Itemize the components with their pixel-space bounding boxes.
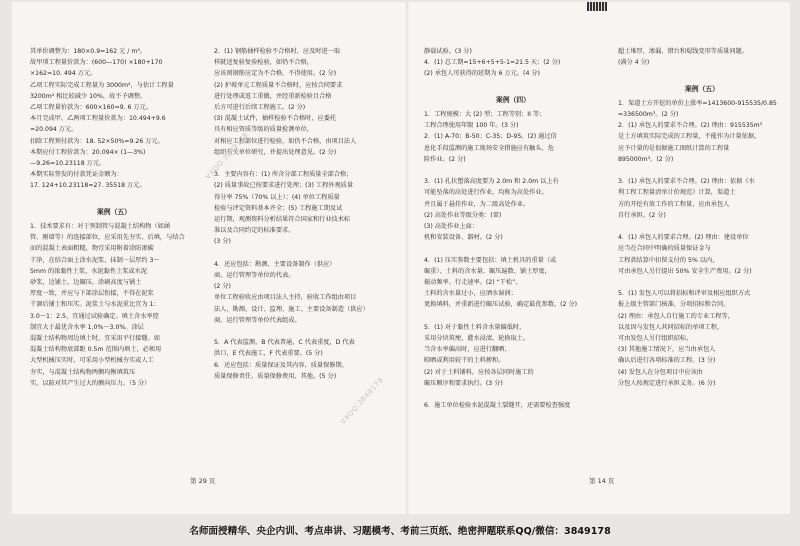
text-line: 5mm 的浓黏性土浆，水泥黏性土浆或水泥 — [30, 267, 147, 275]
text-line: 混凝土结构物底部距 0.5m 范围内填土，必须用 — [30, 346, 162, 354]
text-line: 振动频率、行走速率。(2) “干松”、 — [424, 279, 522, 287]
text-line: 2．(1) 钢筋抽样检验不合格时，应及时进一取 — [214, 48, 341, 55]
text-line: (2) 承包人可获得的延期为 6 万元。(4 分) — [424, 70, 540, 78]
text-line — [424, 311, 602, 322]
text-line: =336500m³。(2 分) — [618, 111, 679, 119]
text-line: 3．主要内容有：(1) 所含分部工程质量全部合格； — [214, 171, 353, 179]
text-column-1 — [30, 46, 198, 389]
text-line: 工程款结算中扣留支付的 5% 以内， — [618, 256, 719, 264]
text-line: —9.26=10.23118 万元。 — [30, 160, 106, 168]
text-line: 利工程工程量清单计价规范》计算，渠道土 — [618, 189, 736, 197]
text-line: =20.094 万元。 — [30, 126, 78, 134]
text-line: (3) 高处作业上面： — [424, 223, 479, 231]
text-line: 砂浆，边铺土，边碾压，涂刷高度与铺土 — [30, 279, 142, 287]
text-line: 商、运行管理等单位的代表。 — [214, 272, 295, 280]
watermark: VXQQ:3849178 — [203, 130, 251, 182]
text-line: 是土方填筑实际完成的工程量，不能作为计量依据， — [618, 133, 761, 141]
text-line: (2) 对于土料铺料，应按各层同时施工的 — [424, 368, 534, 376]
text-line: 质量保修责任、质量保修费用、其他。(5 分) — [214, 372, 337, 380]
text-line: (4) 发包人在分包项目中应该由 — [618, 368, 703, 376]
section-heading: 案例（五） — [685, 84, 719, 93]
text-line: 大型机械压实时，可采用小型机械夯实或人工 — [30, 357, 154, 365]
text-line: 后方可进行后续工程施工。(2 分) — [214, 104, 306, 112]
text-line: 干净，在结合面上涂水泥浆、抹制一层厚约 3～ — [30, 256, 160, 264]
text-line: 故甲项工程量价款为：(600—170) ×180+170 — [30, 59, 163, 67]
text-line: 1．渠道土方开挖的单价上涨率=1413600-915535/0.85 — [618, 99, 777, 107]
text-line: 静载试验。(3 分) — [424, 48, 472, 55]
text-line: 6．施工单位检验水泥混凝土裂缝开，还需要检查强度 — [424, 402, 571, 410]
text-line — [30, 192, 198, 203]
text-line — [214, 326, 382, 337]
text-line: (2 分) — [214, 283, 231, 291]
text-line: (满分 4 分) — [618, 59, 650, 67]
text-line: 报上级主管部门核准，分项招标和合同。 — [618, 301, 730, 309]
text-line: 工程合理使用年限 100 年。(3 分) — [424, 122, 519, 130]
text-line: 4．(1) 总工期=15+6+5+5-1=21.5 天；(2 分) — [424, 59, 561, 67]
text-line: 得分率 75%（70% 以上）；(4) 单位工程质量 — [214, 193, 340, 201]
text-line: 厚度一致，并应与下部涂层衔接，不得在泥浆 — [30, 290, 154, 298]
text-line: 4．(1) 压实参数主要包括：填土机具的重量（或 — [424, 256, 557, 264]
text-line: 准以及合同约定的标准要求。 — [214, 227, 295, 235]
text-line: 17. 124+10.23118=27. 35518 万元。 — [30, 182, 146, 190]
text-line: 可由承包人另行提出 50% 安全生产费用。(2 分) — [618, 267, 752, 275]
text-line: 超土堆厚，渗漏、错台和堤线变形等质量问题。 — [618, 48, 748, 55]
qr-code-icon — [587, 2, 607, 11]
text-line: 对相应工程部位进行检验，如仍不合格，由项目法人 — [214, 137, 357, 145]
text-line: (2) 高处作业等级分类：(雷) — [424, 211, 502, 219]
text-line: 机和安装设备、器材。(2 分) — [424, 234, 503, 242]
text-line: 法人、勘测、设计、监理、施工、主要设备制造（供应） — [214, 305, 369, 313]
text-line — [424, 243, 602, 254]
text-line: 碾压顺序和要求执行。(3 分) — [424, 379, 503, 387]
text-line: (3) 其他施工情况下，应当由承包人 — [618, 346, 716, 354]
page-number-left: 第 29 页 — [190, 477, 216, 485]
text-line: 895000m³。(2 分) — [618, 155, 674, 163]
text-line: 晾晒或利用较干的土料掺和。 — [424, 357, 505, 365]
text-line: 应该则钢筋应定为不合格，不得使用。(2 分) — [214, 70, 337, 78]
text-line: 洪口，E 代表施工，F 代表重要。(5 分) — [214, 350, 323, 358]
text-line: 分包人按规定进行承担义务。(6 分) — [618, 379, 716, 387]
text-line — [618, 68, 786, 79]
text-line: 混凝土结构物周边填土时，宜采用平行接缝。如 — [30, 335, 160, 343]
text-line: 而的混凝土表面粗糙，物宜采用附着涂防渗碳 — [30, 245, 154, 253]
text-line: 实，以防对其产生过大的侧向压力。（5 分） — [30, 379, 151, 387]
text-line: 应当在合同中明确的质量保证金与 — [618, 245, 711, 253]
text-line: (2) 质量事故已按要求进行处理；(3) 工程外观质量 — [214, 182, 354, 190]
page-fold — [406, 2, 412, 514]
text-line: 险作业。(2 分) — [424, 155, 466, 163]
text-line — [424, 165, 602, 176]
text-line: 3．(1) 承包人的要求不合理。(2) 理由：依据《水 — [618, 178, 755, 186]
text-line: 3．(1) 孔状塑落高度要为 2.0m 和 2.0m 以上有 — [424, 178, 559, 186]
text-line: 息化手段监测的施工现场安全措施应有触头、危 — [424, 144, 554, 152]
text-line: 当含水率偏高时，应进行翻晒、 — [424, 346, 511, 354]
text-line: 乙项工程量价款为：600×160=9. 6 万元。 — [30, 104, 153, 112]
text-line: (3) 混凝土试件，抽样检验不合格时，应委托 — [214, 115, 337, 123]
text-line: 5．(1) 发包人可以将招标和评审及相应组织方式 — [618, 290, 751, 298]
section-heading: 案例（五） — [97, 207, 131, 216]
text-line: 5．A 代表监测，B 代表普通，C 代表重度，D 代表 — [214, 339, 355, 347]
text-line — [214, 158, 382, 169]
promo-footer: 名师面授精华、央企内训、考点串讲、习题模考、考前三页纸、绝密押题联系QQ/微信：3849178 — [189, 526, 611, 537]
text-line: (2) 护坡单元工程质量不合格时，应按合同要求 — [214, 81, 343, 89]
text-line: 具有相应资质等级的质量检测单位， — [214, 126, 313, 134]
text-line: 2．(1) A-70；B-50；C-35；D-95。(2) 通过信 — [424, 133, 557, 141]
text-line: 本期应付工程价款为：20.094× (1—3%) — [30, 148, 146, 156]
text-column-4 — [618, 46, 786, 389]
text-line: 可由发包人另行组织招标。 — [618, 335, 693, 343]
text-line: 确认后进行各项标准的工程。(3 分) — [618, 357, 716, 365]
text-line: 4．(1) 承包人的要求合理。(2) 理由：建设单位 — [618, 234, 749, 242]
text-line: 3.0～1：2.5，宜通过试验确定。填土含水率控 — [30, 312, 159, 320]
text-line: ×162=10. 494 万元。 — [30, 70, 97, 78]
text-column-3 — [424, 46, 602, 412]
text-line: 5．(1) 对于黏性土料含水量偏低时， — [424, 323, 526, 331]
text-line: 方的开挖有效工作的工程量，应由承包人 — [618, 200, 730, 208]
text-line: 更换填料，并重新进行碾压试验，确定最优参数。(2 分) — [424, 301, 578, 309]
page-number-right: 第 14 页 — [589, 477, 615, 485]
text-line — [618, 277, 786, 288]
text-line: 进行处理或返工重做，并经重新检验且合格 — [214, 92, 332, 100]
text-line: (3 分) — [214, 238, 231, 246]
text-column-2 — [214, 46, 382, 382]
text-line: 本期实际签发的付款凭证金额为： — [30, 171, 123, 179]
text-line: 乙项工程实际完成工程量为 3000m²，与估计工程量 — [30, 81, 174, 89]
text-line: 扣除工程预付款为：18. 52×50%=9.26 万元。 — [30, 137, 164, 145]
text-line: 可能坠落的高处进行作业，均称为高处作业。 — [424, 189, 548, 197]
text-line: 样就送复验复验检验，如仍不合格， — [214, 59, 313, 67]
watermark: VXQQ:3849178 — [338, 375, 386, 427]
text-line: 管、刚墙等）的连接部位，应采用先夯实、后填，与结合 — [30, 234, 185, 242]
text-line: 采用分块筑埂、灌水浸渍、轮换取土。 — [424, 335, 530, 343]
text-line — [214, 248, 382, 259]
text-line: 3200m² 相比较减少 10%，故不予调整。 — [30, 92, 147, 100]
text-line: 1．工程规模：大 (2) 型；工程等别：II 等； — [424, 111, 546, 119]
text-line: 自行承担。(2 分) — [618, 211, 666, 219]
text-line — [424, 80, 602, 91]
text-line: 制宜大于最优含水率 1.0%～3.0%。涂层 — [30, 323, 144, 331]
text-line: 土料的含水量过小，应洒水湿润； — [424, 290, 517, 298]
text-line — [618, 221, 786, 232]
text-line: 单位工程验收应由项目法人主持，验收工作组由项目 — [214, 294, 357, 302]
text-line: 6．还应包括：质量保证及其内容、质量保修期、 — [214, 361, 348, 369]
text-line — [424, 389, 602, 400]
text-line: 以及因与发包人共同招标的单项工程， — [618, 323, 724, 331]
section-heading: 案例（四） — [496, 95, 530, 104]
text-line: 本月完成甲、乙两项工程量价款为：10.494+9.6 — [30, 115, 166, 123]
text-line: 商、运行管理等单位代表组成。 — [214, 316, 301, 324]
text-line: 并且属于悬挂作业，为二级高处作业。 — [424, 200, 530, 208]
text-line — [618, 165, 786, 176]
text-line: 应予计量的是很据施工图纸计算的工程量 — [618, 144, 730, 152]
text-line: (2) 理由：承包人自行施工的专业工程等， — [618, 312, 734, 320]
text-line: 碾重）、土料的含水量、碾压遍数、铺土厚度、 — [424, 267, 551, 275]
text-line: 运行期，观测资料分析结果符合国家和行业技术标 — [214, 216, 351, 224]
text-line: 干涸后铺土和压实。泥浆土与水泥重比宜为 1： — [30, 301, 160, 309]
text-line: 4．还应包括：勘测、主要设备制作（供应） — [214, 260, 336, 268]
text-line: 其单价调整为：180×0.9=162 元 / m³。 — [30, 48, 147, 55]
text-line: 组织有关单位研究，并提出处理意见。(2 分) — [214, 148, 337, 156]
text-line: 检验与评定资料基本齐全；(5) 工程施工期及试 — [214, 204, 343, 212]
text-line: 1．技术要求有：对于预制管与混凝土结构物（如涵 — [30, 223, 171, 231]
text-line: 2．(1) 承包人的要求不合理。(2) 理由：915535m³ — [618, 122, 763, 130]
text-line: 夯实，与混凝土结构物两侧均衡填筑压 — [30, 368, 136, 376]
document-sheet — [12, 2, 790, 514]
